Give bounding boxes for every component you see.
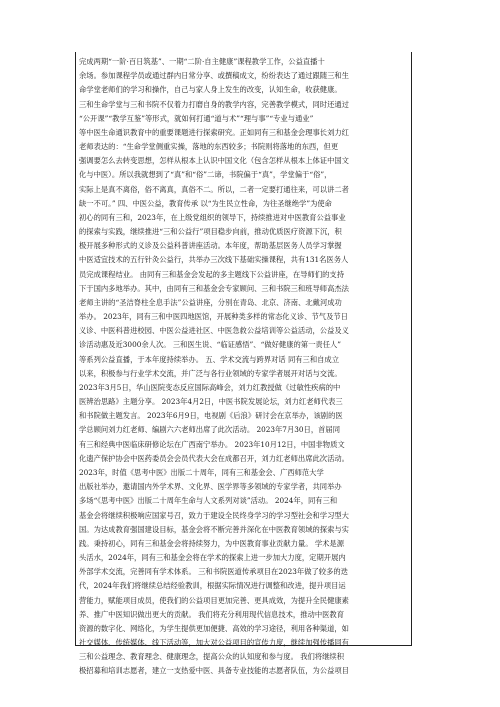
text-line: 员完成课程结业。 由同有三和基金会发起的多主题线下公益讲座，在导师们的支持 xyxy=(79,269,345,279)
text-line: 完成两期“一阶·百日筑基”、一期“二阶·自主健康”课程教学工作，公益直播十 xyxy=(79,57,325,66)
document-page-frame xyxy=(75,52,412,676)
text-line: 强调要怎么去转变思想，怎样从根本上认识中国文化（包含怎样从根本上体证中国文 xyxy=(79,156,349,166)
text-line: 化遗产保护协会中医药委员会会员代表大会在成都召开，刘力红老师出席此次活动。 xyxy=(79,453,349,463)
text-line: 三和公益理念、教育理念、健康理念，提高公众的认知度和参与度。 我们将继续积 xyxy=(79,652,345,662)
text-line: 以来，积极参与行业学术交流，并广泛与各行业领域的专家学者展开对话与交流。 xyxy=(79,368,342,378)
text-line: 多场“《思考中医》出版二十周年生命与人文系列对谈”活动。 2024年，同有三和 xyxy=(79,496,338,506)
text-line: 等系列公益直播，于本年度持续举办。 五、学术交流与跨界对话 同有三和自成立 xyxy=(79,354,340,364)
text-line: 2023年3月5日，华山医院变态反应国际高峰会，刘力红教授做《过敏性疾病的中 xyxy=(79,382,341,392)
text-line: 命学堂老师们的学习和操作，自己与家人身上发生的改变，认知生命，收获健康。 xyxy=(79,85,342,95)
text-line: 和书院做主题发言。 2023年6月9日，电视剧《后浪》研讨会在京举办，该剧的医 xyxy=(79,411,343,421)
text-line: 营能力，赋能项目成员，使我们的公益项目更加完善、更具成效，为提升全民健康素 xyxy=(79,595,349,605)
text-line: 老师主讲的“圣洁脊柱全息手法”公益讲座，分别在青岛、北京、济南、北戴河成功 xyxy=(79,297,342,307)
text-line: 诊活动惠及近3000余人次。 三和医生说、“临证感悟”、“做好健康的第一责任人” xyxy=(79,340,342,350)
text-line: 中医适宜技术的五行针灸公益行，共举办三次线下基础实操课程，共有131名医务人 xyxy=(79,255,349,265)
text-line: 极招募和培训志愿者，建立一支热爱中医、具备专业技能的志愿者队伍，为公益项目 xyxy=(79,666,349,676)
text-line: 出版社举办，邀请国内外学术界、文化界、医学界等多领域的专家学者，共同举办 xyxy=(79,482,342,492)
text-line: 举办。 2023年，同有三和中医四地医馆，开展种类多样的常态化义诊、节气及节日 xyxy=(79,312,348,322)
text-line: 社交媒体、传统媒体、线下活动等，加大对公益项目的宣传力度，继续加强传播同有 xyxy=(79,638,349,648)
text-line: 等中医生命通识教育中的重要课题进行探索研究。正如同有三和基金会理事长刘力红 xyxy=(79,127,349,137)
text-line: 下于国内多地举办。其中，由同有三和基金会专家顾问、三和书院三和班导师高杰法 xyxy=(79,283,349,293)
text-line: 义诊、中医科普进校园、中医公益进社区、中医急救公益培训等公益活动，公益及义 xyxy=(79,326,349,336)
body-text xyxy=(79,55,409,679)
text-line: 基金会将继续积极响应国家号召，致力于建设全民终身学习的学习型社会和学习型大 xyxy=(79,510,349,520)
text-line: 有三和经典中医临床研修论坛在广西南宁举办。 2023年10月12日，中国非物质文 xyxy=(79,439,345,449)
text-line: 医辨治思路》主题分享。 2023年4月2日，中医书院发展论坛，刘力红老师代表三 xyxy=(79,397,343,407)
text-line: 养、推广中医知识做出更大的贡献。 我们将充分利用现代信息技术，推动中医教育 xyxy=(79,609,345,619)
text-line: 头活水，2024年，同有三和基金会将在学术的探索上进一步加大力度，定期开展内 xyxy=(79,553,346,563)
text-line: 资源的数字化、网络化，为学生提供更加便捷、高效的学习途径，利用各种渠道，如 xyxy=(79,623,349,633)
text-line: 的探索与实践，继续推进“三和公益行”项目稳步向前，推动优质医疗资源下沉，积 xyxy=(79,227,342,237)
text-line: “公开课”“教学互鉴”等形式，就如何打通“道与术”“理与事”“专业与通业” xyxy=(79,113,314,123)
text-line: 践。秉持初心，同有三和基金会将持续努力，为中医教育事业贡献力量。 学术是源 xyxy=(79,538,345,548)
text-line: 初心的同有三和，2023年，在上级党组织的领导下，持续推进对中医教育公益事业 xyxy=(79,212,346,222)
text-line: 余场。参加课程学员或通过群内日常分享、或撰稿成文，纷纷表达了通过跟随三和生 xyxy=(79,71,349,81)
text-line: 实际上是真不离俗，俗不离真，真俗不二。所以，二者一定要打通往来，可以讲二者 xyxy=(79,184,349,194)
text-line: 极开展多种形式的义诊及公益科普讲座活动。本年度，帮助基层医务人员学习掌握 xyxy=(79,241,342,251)
text-line: 2023年，时值《思考中医》出版二十周年，同有三和基金会、广西师范大学 xyxy=(79,467,324,477)
text-line: 外部学术交流，完善同有学术体系。 三和书院医道传承项目在2023年做了较多的迭 xyxy=(79,567,348,577)
text-line: 老师表达的：“生命学堂侧重实操，落地的东西较多；书院则将落地的东西，但更 xyxy=(79,142,339,152)
text-line: 代，2024年我们将继续总结经验教训，根据实际情况进行调整和改进，提升项目运 xyxy=(79,581,346,591)
text-line: 化与中医）。所以我就想到了“真”和“俗”二谛，书院偏于“真”，学堂偏于“俗”， xyxy=(79,170,332,180)
text-line: 缺一不可。” 四、中医公益，教育传承 以“为生民立性命，为往圣继绝学”为使命 xyxy=(79,198,332,208)
text-line: 三和生命学堂与三和书院不仅着力打磨自身的教学内容，完善教学模式，同时还通过 xyxy=(79,99,349,109)
text-line: 国。为达成教育强国建设目标，基金会将不断完善并深化在中医教育领域的探索与实 xyxy=(79,524,349,534)
text-line: 学总顾问刘力红老师、编剧六六老师出席了此次活动。 2023年7月30日，首届同 xyxy=(79,425,341,435)
